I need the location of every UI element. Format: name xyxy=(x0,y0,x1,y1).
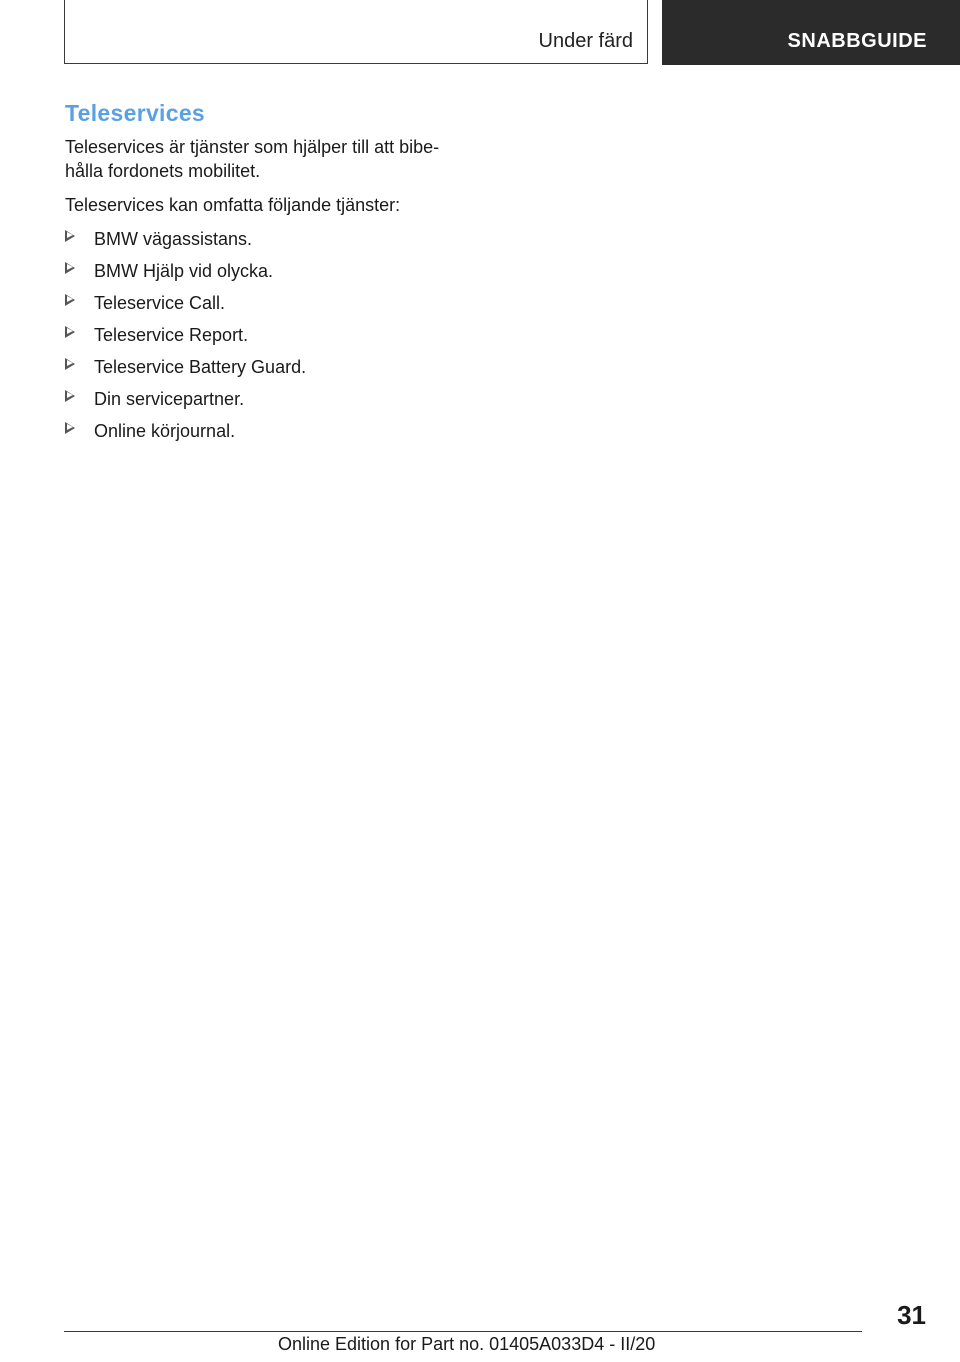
list-item-label: Teleservice Report. xyxy=(94,325,249,345)
page-number: 31 xyxy=(897,1300,926,1330)
services-list xyxy=(65,227,485,451)
triangle-bullet-icon xyxy=(65,262,75,274)
chapter-tab-label: SNABBGUIDE xyxy=(787,30,927,52)
triangle-bullet-icon xyxy=(65,230,75,242)
chapter-tab xyxy=(662,0,960,65)
list-item xyxy=(65,259,485,291)
triangle-bullet-icon xyxy=(65,422,75,434)
list-item xyxy=(65,387,485,419)
section-title: Under färd xyxy=(538,30,633,52)
list-item-label: Teleservice Call. xyxy=(94,293,226,313)
list-item-label: BMW vägassistans. xyxy=(94,229,253,249)
triangle-bullet-icon xyxy=(65,294,75,306)
footer-divider xyxy=(64,1331,862,1332)
list-item-label: BMW Hjälp vid olycka. xyxy=(94,261,274,281)
page-heading: Teleservices xyxy=(65,100,206,126)
list-item xyxy=(65,323,485,355)
intro-line-1: Teleservices är tjänster som hjälper till att bibe- xyxy=(65,137,440,157)
triangle-bullet-icon xyxy=(65,326,75,338)
list-item xyxy=(65,227,485,259)
edition-footer-text: Online Edition for Part no. 01405A033D4 - II/20 xyxy=(278,1334,656,1354)
header-section-box xyxy=(64,0,648,64)
list-item-label: Din servicepartner. xyxy=(94,389,245,409)
list-item xyxy=(65,291,485,323)
intro-paragraph xyxy=(65,135,485,183)
triangle-bullet-icon xyxy=(65,358,75,370)
triangle-bullet-icon xyxy=(65,390,75,402)
main-content xyxy=(65,100,485,451)
list-item xyxy=(65,419,485,451)
list-item-label: Online körjournal. xyxy=(94,421,236,441)
list-item-label: Teleservice Battery Guard. xyxy=(94,357,307,377)
list-item xyxy=(65,355,485,387)
list-intro: Teleservices kan omfatta följande tjänster: xyxy=(65,195,401,215)
intro-line-2: hålla fordonets mobilitet. xyxy=(65,161,261,181)
